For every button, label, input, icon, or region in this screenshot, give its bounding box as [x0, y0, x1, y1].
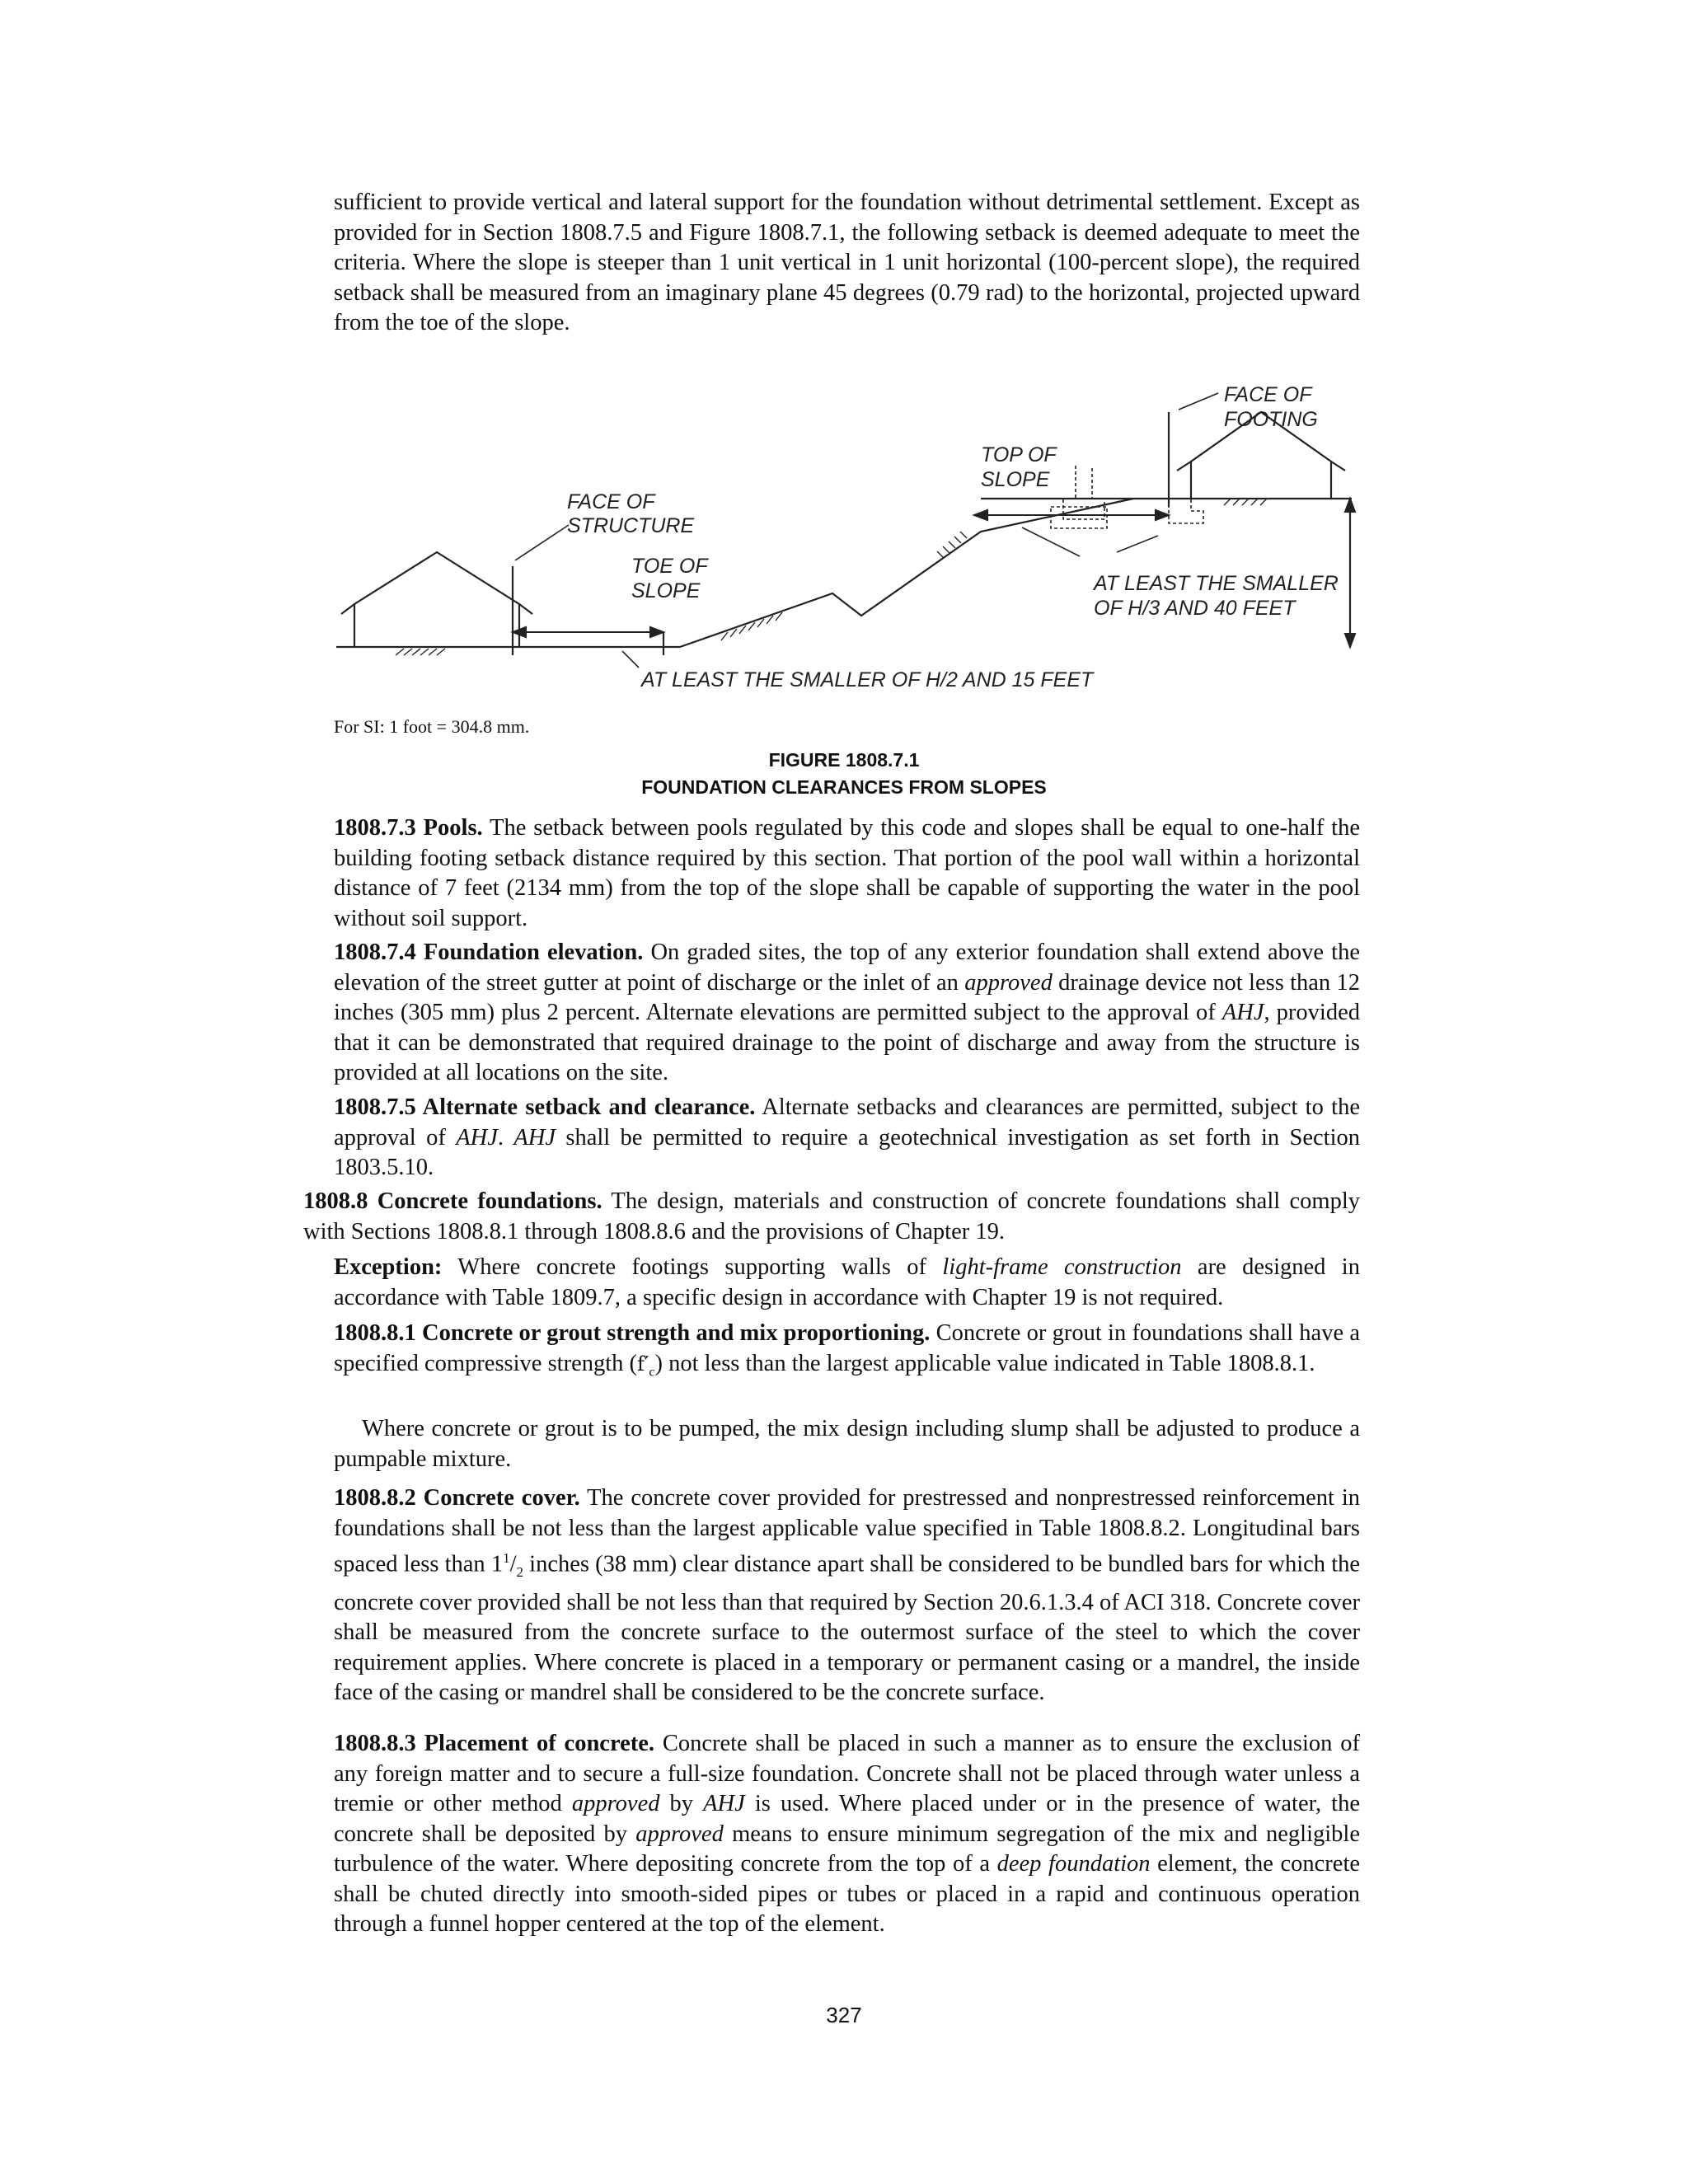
exception-heading: Exception:	[334, 1254, 443, 1280]
hatch-slope-lower	[721, 612, 782, 640]
section-1808-8: 1808.8 Concrete foundations. The design, materials and construction of concrete foundations shall comply with Sections 1808.8.1 through 1808.8.6 and the provisions of Chapter 19.	[303, 1188, 1360, 1244]
page-number: 327	[826, 2003, 862, 2027]
section-heading: 1808.8 Concrete foundations.	[303, 1188, 603, 1214]
h2-arrow-right	[650, 627, 663, 637]
section-1808-8-1-paragraph-2: Where concrete or grout is to be pumped, the mix design including slump shall be adjusted to produce a pumpable mixture.	[334, 1416, 1360, 1472]
diagram-svg	[330, 375, 1368, 721]
section-heading: 1808.7.5 Alternate setback and clearance.	[334, 1094, 756, 1120]
leader-h3-right	[1117, 536, 1158, 552]
hatch-right	[1224, 499, 1267, 505]
foundation-clearance-diagram	[330, 375, 1368, 721]
h3-arrow-left	[974, 510, 987, 520]
section-heading: 1808.7.3 Pools.	[334, 815, 483, 841]
section-1808-7-3	[334, 813, 1360, 934]
section-1808-8-2: 1808.8.2 Concrete cover. The concrete cover provided for prestressed and nonprestressed reinforcement in foundations shall be not less than the largest applicable value specified in Table 1808.8.2. Longitudinal bars spaced less than $1^1/_2$ inches (38 mm) clear distance apart shall be considered to be bundled bars for which the concrete cover provided shall be not less than that required by Section 20.6.1.3.4 of ACI 318. Concrete cover shall be measured from the concrete surface to the outermost surface of the steel to which the cover requirement applies. Where concrete is placed in a temporary or permanent casing or a mandrel, the inside face of the casing or mandrel shall be considered to be the concrete surface.	[334, 1485, 1361, 1706]
label-h3-1: AT LEAST THE SMALLER	[1094, 572, 1339, 595]
leader-h3	[1022, 527, 1080, 556]
left-house	[354, 552, 519, 647]
section-heading: 1808.8.1 Concrete or grout strength and mix proportioning.	[334, 1320, 931, 1346]
label-top-of-slope-2: SLOPE	[981, 468, 1050, 491]
footing-dashed	[1169, 499, 1203, 523]
pool-footing-dashed	[1063, 466, 1104, 519]
height-arrow-top	[1345, 499, 1355, 512]
height-arrow-bottom	[1345, 634, 1355, 647]
section-heading: 1808.8.3 Placement of concrete.	[334, 1731, 654, 1756]
label-h3-2: OF H/3 AND 40 FEET	[1094, 597, 1296, 620]
exception-paragraph: Exception: Where concrete footings supporting walls of light-frame construction are designed in accordance with Table 1809.7, a specific design in accordance with Chapter 19 is not required.	[334, 1254, 1360, 1310]
section-text: The setback between pools regulated by this code and slopes shall be equal to one-half the building footing setback distance required by this section. That portion of the pool wall within a horizontal distance of 7 feet (2134 mm) from the top of the slope shall be capable of supporting the water in the pool without soil support.	[334, 815, 1361, 931]
figure-number: FIGURE 1808.7.1	[768, 749, 920, 771]
label-toe-of-slope-1: TOE OF	[631, 555, 708, 578]
section-1808-8-1: 1808.8.1 Concrete or grout strength and mix proportioning. Concrete or grout in foundations shall have a specified compressive strength $(f'_c)$ not less than the largest applicable value indicated in Table 1808.8.1.	[334, 1320, 1360, 1380]
section-1808-8-3: 1808.8.3 Placement of concrete. Concrete shall be placed in such a manner as to ensure the exclusion of any foreign matter and to secure a full-size foundation. Concrete shall not be placed through water unless a tremie or other method approved by AHJ is used. Where placed under or in the presence of water, the concrete shall be deposited by approved means to ensure minimum segregation of the mix and negligible turbulence of the water. Where depositing concrete from the top of a deep foundation element, the concrete shall be chuted directly into smooth-sided pipes or tubes or placed in a rapid and continuous operation through a funnel hopper centered at the top of the element.	[334, 1731, 1361, 1937]
slope-profile	[680, 499, 1133, 647]
leader-face-of-footing	[1179, 393, 1218, 410]
si-note: For SI: 1 foot = 304.8 mm.	[334, 716, 530, 737]
label-face-of-structure-2: STRUCTURE	[567, 514, 695, 537]
label-face-of-footing-1: FACE OF	[1224, 383, 1312, 406]
leader-h2	[622, 651, 639, 668]
label-top-of-slope-1: TOP OF	[981, 443, 1057, 466]
label-face-of-footing-2: FOOTING	[1224, 408, 1318, 431]
label-face-of-structure-1: FACE OF	[567, 490, 655, 513]
section-1808-7-5: 1808.7.5 Alternate setback and clearance. Alternate setbacks and clearances are permitted, subject to the approval of AHJ. AHJ shall be permitted to require a geotechnical investigation as set forth in Section 1803.5.10.	[334, 1094, 1360, 1180]
hatch-left	[396, 649, 445, 655]
h3-arrow-right	[1156, 510, 1169, 520]
label-toe-of-slope-2: SLOPE	[631, 579, 701, 602]
intro-text: sufficient to provide vertical and lateral support for the foundation without detrimental settlement. Except as provided for in Section 1808.7.5 and Figure 1808.7.1, the following setback is deemed adequate to meet the criteria. Where the slope is steeper than 1 unit vertical in 1 unit horizontal (100-percent slope), the required setback shall be measured from an imaginary plane 45 degrees (0.79 rad) to the horizontal, projected upward from the toe of the slope.	[334, 190, 1360, 335]
section-heading: 1808.8.2 Concrete cover.	[334, 1485, 580, 1511]
figure-title: FOUNDATION CLEARANCES FROM SLOPES	[641, 776, 1047, 798]
section-1808-7-4: 1808.7.4 Foundation elevation. On graded sites, the top of any exterior foundation shall extend above the elevation of the street gutter at point of discharge or the inlet of an approved drainage device not less than 12 inches (305 mm) plus 2 percent. Alternate elevations are permitted subject to the approval of AHJ, provided that it can be demonstrated that required drainage to the point of discharge and away from the structure is provided at all locations on the site.	[334, 940, 1361, 1085]
leader-face-of-structure	[515, 525, 569, 560]
section-heading: 1808.7.4 Foundation elevation.	[334, 940, 644, 965]
label-h2: AT LEAST THE SMALLER OF H/2 AND 15 FEET	[641, 668, 1094, 691]
intro-paragraph	[334, 188, 1360, 339]
